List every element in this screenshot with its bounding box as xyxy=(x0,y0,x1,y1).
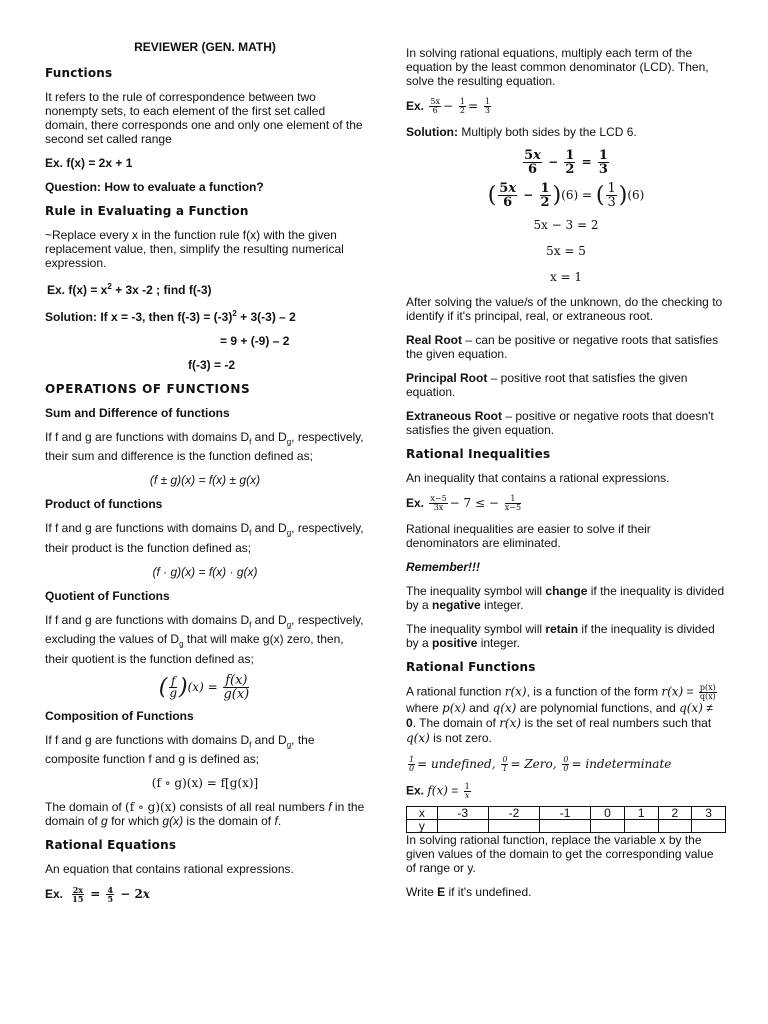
inequality-example: Ex. $\frac{x-5}{3x}$ − 7 ≤ − $\frac{1}{x-5}$ xyxy=(406,494,522,512)
principal-root xyxy=(406,371,726,399)
quotient-heading: Quotient of Functions xyxy=(45,588,170,603)
page-title: REVIEWER (GEN. MATH) xyxy=(134,40,276,54)
composition-text-a: If f and g are functions with domains D xyxy=(45,732,250,747)
zero-text: = Zero, xyxy=(510,757,557,771)
retain-rule xyxy=(406,622,726,650)
right-example: Ex. $\frac{5x}{6}$ − $\frac{1}{2}$ = $\frac{1}{3}$ xyxy=(406,97,490,115)
domain-text-e: for which xyxy=(107,813,163,828)
solution-text-body: Multiply both sides by the LCD 6. xyxy=(457,125,637,139)
domain-text-f: is the domain of xyxy=(183,813,275,828)
example-2-a: Ex. f(x) = x xyxy=(47,283,108,297)
domain-text-c: consists of all real numbers xyxy=(176,799,329,814)
quotient-formula: ( $\frac{f}{g}$ )(x) = $\frac{f(x)}{g(x)}$ xyxy=(158,672,250,702)
rf-ex-label: Ex. xyxy=(406,783,425,798)
sum-heading: Sum and Difference of functions xyxy=(45,406,230,420)
example-2-b: + 3x -2 ; find f(-3) xyxy=(111,283,212,297)
solution-line-2: = 9 + (-9) – 2 xyxy=(220,334,290,348)
rational-equations-heading: Rational Equations xyxy=(45,837,177,852)
product-formula: (f · g)(x) = f(x) · g(x) xyxy=(152,564,258,579)
change-b: change xyxy=(545,584,588,598)
special-fractions: $\frac{1}{0}$ = undefined, $\frac{0}{1}$ = Zero, $\frac{0}{0}$ = indeterminate xyxy=(409,755,672,773)
rf-f: 0 xyxy=(406,716,413,730)
product-text-a: If f and g are functions with domains D xyxy=(45,521,250,536)
inequalities-easier: Rational inequalities are easier to solve if their denominators are eliminated. xyxy=(406,522,651,550)
step-1: $\frac{5x}{6}$ − $\frac{1}{2}$ = $\frac{1}{3}$ xyxy=(524,148,608,177)
change-c: if the inequality is divided by a xyxy=(406,584,725,612)
solution-b: + 3(-3) – 2 xyxy=(236,310,296,324)
rf-e: are polynomial functions, and xyxy=(516,701,680,715)
sum-text-a: If f and g are functions with domains D xyxy=(45,430,250,444)
solution-line-1: Solution: If x = -3, then $f(-3) = (-3)^2 + 3(-3) - 2$ xyxy=(45,309,296,324)
product-heading: Product of functions xyxy=(45,497,163,512)
rational-inequalities-text: An inequality that contains a rational expressions. xyxy=(406,471,670,485)
rf-a: A rational function xyxy=(406,684,505,699)
undefined-text: = undefined, xyxy=(417,757,496,771)
rf-example: Ex. f(x) = $\frac{1}{x}$ xyxy=(406,782,470,800)
solution-a: Solution: If x = -3, then f(-3) = (-3) xyxy=(45,310,233,324)
domain-text-g: . xyxy=(277,813,282,828)
example-1: Ex. f(x) = 2x + 1 xyxy=(45,156,133,170)
retain-d: positive xyxy=(432,636,478,650)
rf-g: . The domain of xyxy=(412,716,500,730)
extraneous-root-label: Extraneous Root xyxy=(406,409,503,423)
table-y-cell xyxy=(488,820,539,833)
table-y-cell xyxy=(437,820,488,833)
indeterminate-text: = indeterminate xyxy=(571,757,672,771)
domain-text: The domain of (f ∘ g)(x) consists of all real numbers f in the domain of g for which g(x) is the domain of f. xyxy=(45,799,365,828)
composition-text-b: and D xyxy=(251,732,287,747)
question: Question: How to evaluate a function? xyxy=(45,180,264,194)
rule-text: ~Replace every x in the function rule f(x) with the given replacement value, then, simplify the resulting numerical expression. xyxy=(45,228,344,270)
table-x-cell: 1 xyxy=(624,807,658,820)
remember: Remember!!! xyxy=(406,560,481,574)
domain-text-b: (f ∘ g)(x) xyxy=(125,799,177,814)
operations-heading: OPERATIONS OF FUNCTIONS xyxy=(45,382,251,396)
rf-d: and xyxy=(465,701,493,715)
quotient-text-d: that will make g(x) zero, then, their quotient is the function defined as; xyxy=(45,632,344,666)
domain-text-d: in the domain of xyxy=(45,799,365,828)
write-e xyxy=(406,885,726,899)
table-y-cell xyxy=(658,820,692,833)
quotient-text-a: If f and g are functions with domains D xyxy=(45,612,250,627)
table-y-cell xyxy=(540,820,591,833)
example-2: Ex. $f(x) = x^2 + 3x$ -2 ; find f(-3) xyxy=(47,282,212,297)
principal-root-text: – positive root that satisfies the given equation. xyxy=(406,371,688,399)
table-x-cell: 0 xyxy=(591,807,625,820)
sum-formula: (f ± g)(x) = f(x) ± g(x) xyxy=(149,473,261,488)
table-x-cell: 3 xyxy=(692,807,726,820)
rule-heading: Rule in Evaluating a Function xyxy=(45,204,249,218)
rf-c: where xyxy=(406,701,443,715)
sum-text-c: , respectively, their sum and difference is the function defined as; xyxy=(45,430,364,464)
change-d: negative xyxy=(432,598,481,612)
composition-text: If f and g are functions with domains $D_f$ and $D_g$, the composite function f and g is defined as; xyxy=(45,732,315,766)
step-4: 5x = 5 xyxy=(546,244,586,258)
retain-b: retain xyxy=(545,622,579,636)
retain-e: integer. xyxy=(477,636,521,650)
functions-definition: It refers to the rule of correspondence between two nonempty sets, to each element of the first set called domain, there corresponds one and only one element of the second set called range xyxy=(45,90,363,146)
values-table xyxy=(406,806,726,833)
rf-b: , is a function of the form xyxy=(526,684,662,699)
rational-function-definition: A rational function r(x), is a function of the form r(x) = $\frac{p(x)}{q(x)}$ where p(x) and q(x) are polynomial functions, and q(x) ≠ 0. The domain of r(x) is the set of real numbers such that q(x) is not zero. xyxy=(406,683,716,745)
product-text-b: and D xyxy=(251,521,287,536)
real-root xyxy=(406,333,726,361)
domain-text-a: The domain of xyxy=(45,799,126,814)
quotient-text-c: , respectively, excluding the values of D xyxy=(45,612,364,647)
extraneous-root xyxy=(406,409,726,437)
product-text-c: , respectively, their product is the function defined as; xyxy=(45,521,364,555)
composition-formula: (f ∘ g)(x) = f[g(x)] xyxy=(151,775,259,790)
composition-heading: Composition of Functions xyxy=(45,708,194,723)
functions-heading: Functions xyxy=(45,66,113,80)
retain-a: The inequality symbol will xyxy=(406,622,546,636)
solution-label: Solution: xyxy=(406,125,458,139)
table-row-x xyxy=(407,807,726,820)
table-y-cell xyxy=(591,820,625,833)
extraneous-root-text: – positive or negative roots that doesn't satisfies the given equation. xyxy=(406,409,714,437)
table-x-label: x xyxy=(407,807,438,820)
real-root-label: Real Root xyxy=(406,333,463,347)
quotient-text: If f and g are functions with domains $D_f$ and $D_g$, respectively, excluding the values of $D_g$ that will make g(x) zero, then, their quotient is the function defined as; xyxy=(45,612,364,666)
rational-equations-example: Ex. $\frac{2x}{15}$ = $\frac{4}{5}$ − 2x xyxy=(45,884,150,904)
product-text: If f and g are functions with domains $D_f$ and $D_g$, respectively, their product is the function defined as; xyxy=(45,521,364,555)
write-e-a: Write xyxy=(406,885,438,899)
left-column xyxy=(45,40,365,913)
solution-line-3: f(-3) = -2 xyxy=(188,358,236,372)
table-y-label: y xyxy=(407,820,438,833)
solve-text: In solving rational equations, multiply each term of the equation by the least common denominator (LCD). Then, solve the resulting equation. xyxy=(406,46,709,88)
ineq-ex-label: Ex. xyxy=(406,496,425,510)
right-column xyxy=(406,46,726,909)
rational-inequalities-heading: Rational Inequalities xyxy=(406,447,551,461)
table-x-cell: -2 xyxy=(488,807,539,820)
table-y-cell xyxy=(624,820,658,833)
step-5: x = 1 xyxy=(549,270,583,284)
rf-i: is not zero. xyxy=(429,731,492,745)
table-x-cell: 2 xyxy=(658,807,692,820)
rational-equations-text: An equation that contains rational expressions. xyxy=(45,861,294,876)
principal-root-label: Principal Root xyxy=(406,371,488,385)
write-e-b: E xyxy=(437,885,446,899)
change-rule xyxy=(406,584,726,612)
solve-rf-text: In solving rational function, replace the variable x by the given values of the domain to get the corresponding value of range or y. xyxy=(406,833,714,875)
step-2: ( $\frac{5x}{6}$ − $\frac{1}{2}$ )(6) = ( $\frac{1}{3}$ )(6) xyxy=(487,181,645,210)
table-row-y xyxy=(407,820,726,833)
change-a: The inequality symbol will xyxy=(406,584,546,598)
quotient-text-b: and D xyxy=(251,612,287,627)
table-x-cell: -1 xyxy=(540,807,591,820)
right-ex-label: Ex. xyxy=(406,99,425,113)
solution-text xyxy=(406,125,726,139)
real-root-text: – can be positive or negative roots that satisfies the given equation. xyxy=(406,333,719,361)
sum-text: If f and g are functions with domains $D_f$ and $D_g$, respectively, their sum and difference is the function defined as; xyxy=(45,430,364,464)
step-3: 5x − 3 = 2 xyxy=(533,218,599,232)
retain-c: if the inequality is divided by a xyxy=(406,622,715,650)
checking-text: After solving the value/s of the unknown, do the checking to identify if it's principal, real, or extraneous root. xyxy=(406,295,723,323)
write-e-c: if it's undefined. xyxy=(445,885,532,899)
composition-text-c: , the composite function f and g is defined as; xyxy=(45,732,315,766)
rational-functions-heading: Rational Functions xyxy=(406,660,536,674)
rf-h: is the set of real numbers such that xyxy=(521,716,712,730)
sum-text-b: and D xyxy=(251,430,287,444)
ex-label: Ex. xyxy=(45,886,64,901)
table-y-cell xyxy=(692,820,726,833)
table-x-cell: -3 xyxy=(437,807,488,820)
change-e: integer. xyxy=(480,598,524,612)
